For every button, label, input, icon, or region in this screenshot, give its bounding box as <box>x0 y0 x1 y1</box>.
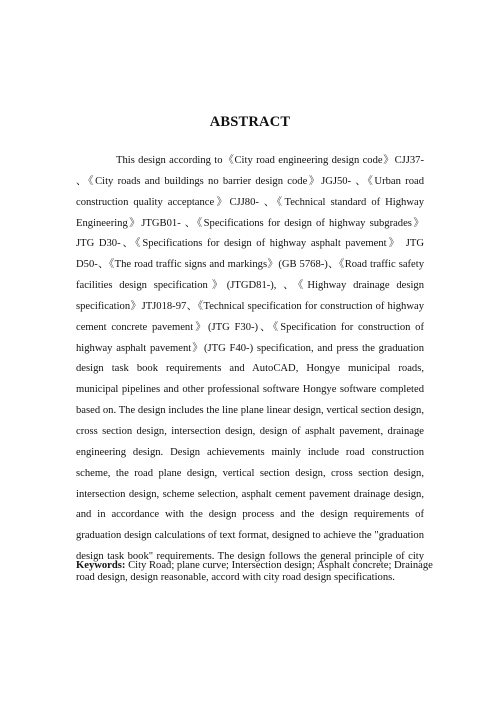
keywords-list: City Road; plane curve; Intersection design; Asphalt concrete; Drainage <box>125 560 433 571</box>
keywords-line <box>76 558 436 574</box>
abstract-paragraph: This design according to《City road engineering design code》CJJ37- 、《City roads and buildings no barrier design code》JGJ50- 、《Urban road construction quality acceptance》CJJ80- 、《Technical standard of Highway Engineering》JTGB01- 、《Specifications for design of highway subgrades》 JTG D30-、《Specifications for design of highway asphalt pavement》 JTG D50-、《The road traffic signs and markings》(GB 5768-)、《Road traffic safety facilities design specification》(JTGD81-), 、《Highway drainage design specification》JTJ018-97、《Technical specification for construction of highway cement concrete pavement》(JTG F30-)、《Specification for construction of highway asphalt pavement》(JTG F40-) specification, and press the graduation design task book requirements and AutoCAD, Hongye municipal roads, municipal pipelines and other professional software Hongye software completed based on. The design includes the line plane linear design, vertical section design, cross section design, intersection design, design of asphalt pavement, drainage engineering design. Design achievements mainly include road construction scheme, the road plane design, vertical section design, cross section design, intersection design, scheme selection, asphalt cement pavement drainage design, and in accordance with the design process and the design requirements of graduation design calculations of text format, designed to achieve the "graduation design task book" requirements. The design follows the general principle of city road design, design reasonable, accord with city road design specifications. <box>76 155 424 583</box>
keywords-label: Keywords: <box>76 560 126 571</box>
abstract-title: ABSTRACT <box>209 114 291 130</box>
